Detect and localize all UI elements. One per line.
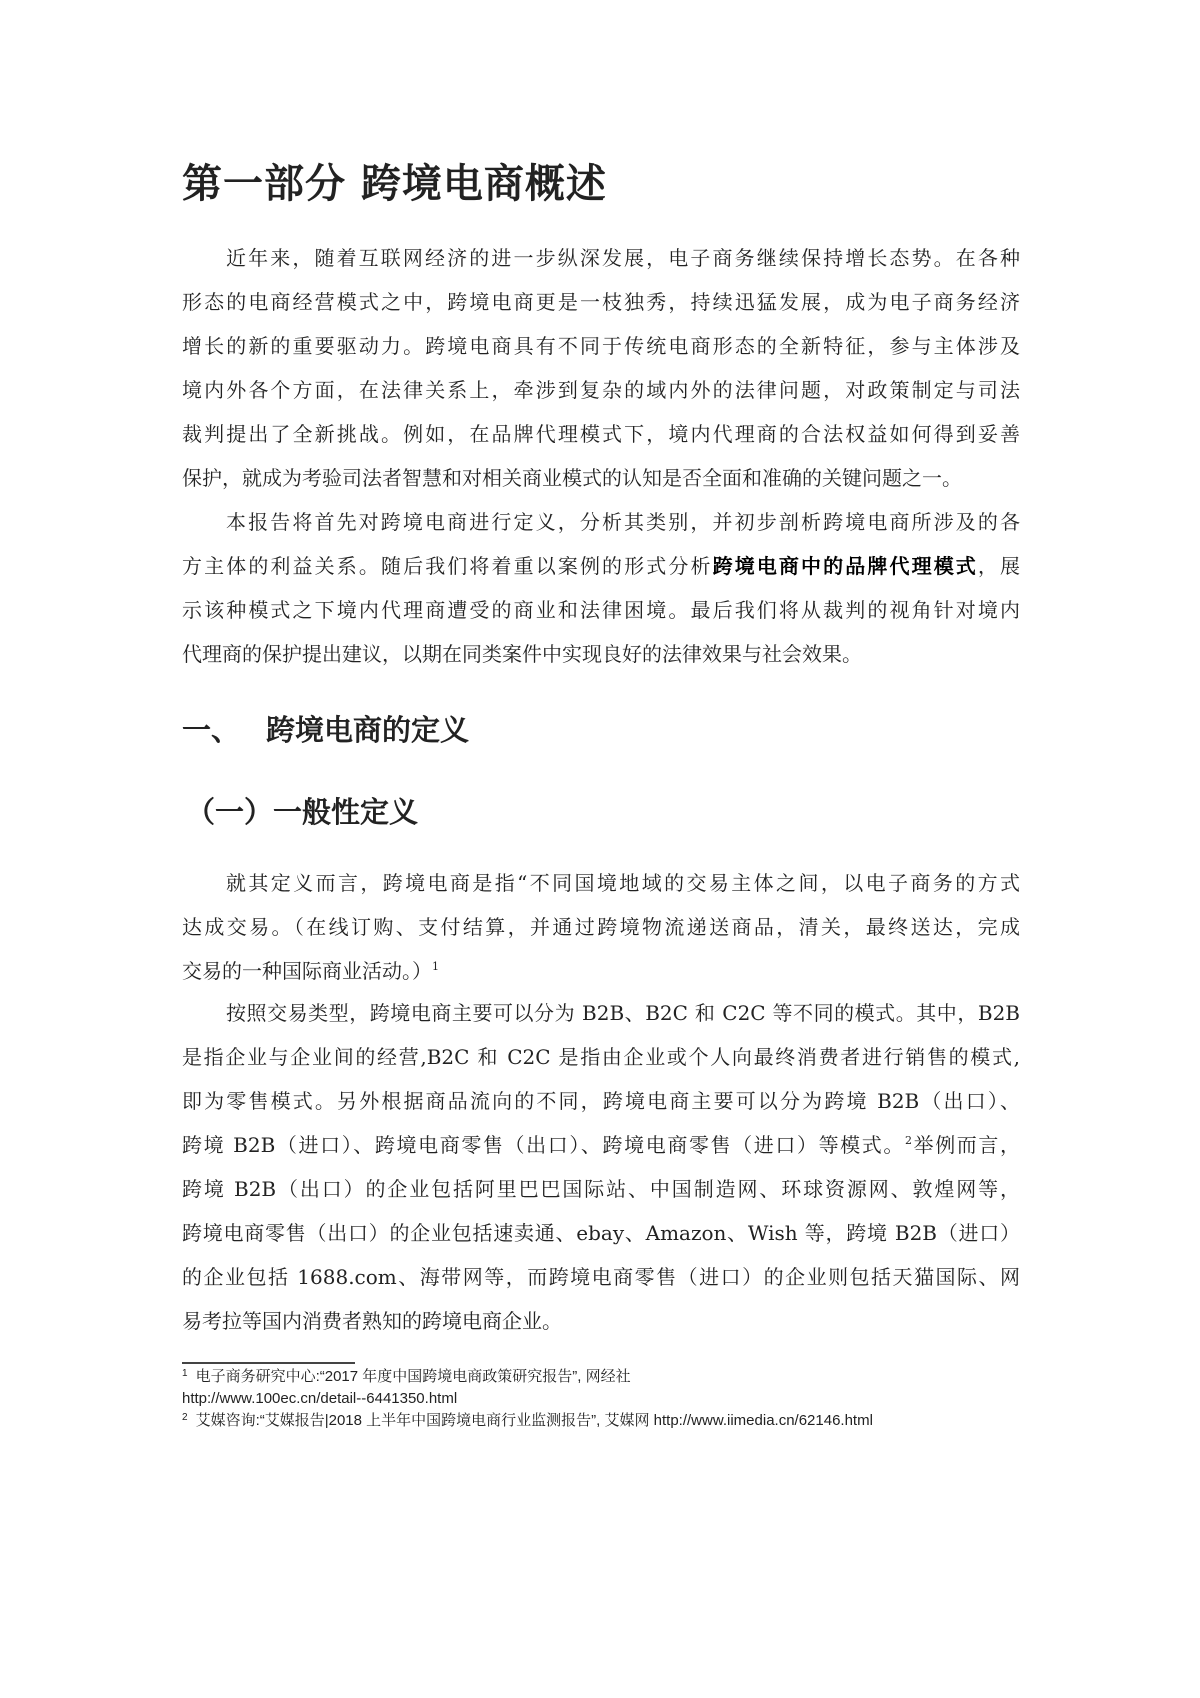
text-segment: 交易的一种国际商业活动。） <box>182 959 432 983</box>
footnote-divider <box>182 1362 355 1364</box>
footnote-text: 电子商务研究中心:“2017 年度中国跨境电商政策研究报告”, 网经社 <box>195 1368 631 1385</box>
footnote-mark: 2 <box>182 1412 188 1423</box>
text-segment: 保护，就成为考验司法者智慧和对相关商业模式的认知是否全面和准确的关键问题之一。 <box>182 466 962 490</box>
text-segment: 增长的新的重要驱动力。跨境电商具有不同于传统电商形态的全新特征，参与主体涉及 <box>182 334 1020 358</box>
section-number: 一、 <box>182 713 241 747</box>
text-segment: 易考拉等国内消费者熟知的跨境电商企业。 <box>182 1309 562 1333</box>
text-segment: 裁判提出了全新挑战。例如，在品牌代理模式下，境内代理商的合法权益如何得到妥善 <box>182 422 1020 446</box>
text-segment: 跨境电商零售（出口）的企业包括速卖通、ebay、Amazon、Wish 等，跨境 B2B（进口） <box>182 1221 1020 1245</box>
paragraph-classification <box>182 991 1020 1343</box>
text-line <box>182 368 1020 412</box>
text-segment: 达成交易。（在线订购、支付结算，并通过跨境物流递送商品，清关，最终送达，完成 <box>182 915 1020 939</box>
text-segment: 形态的电商经营模式之中，跨境电商更是一枝独秀，持续迅猛发展，成为电子商务经济 <box>182 290 1020 314</box>
text-line <box>182 861 1020 905</box>
text-segment: 方主体的利益关系。随后我们将着重以案例的形式分析 <box>182 554 713 578</box>
section-title: 跨境电商的定义 <box>266 713 470 747</box>
subsection-heading: （一）一般性定义 <box>186 795 419 829</box>
text-line <box>182 1079 1020 1123</box>
text-segment: 代理商的保护提出建议，以期在同类案件中实现良好的法律效果与社会效果。 <box>182 642 862 666</box>
text-segment: 即为零售模式。另外根据商品流向的不同，跨境电商主要可以分为跨境 B2B（出口）、 <box>182 1089 1020 1113</box>
footnote-reference[interactable]: 1 <box>432 960 439 973</box>
text-line <box>182 544 1020 588</box>
text-line <box>182 324 1020 368</box>
paragraph-report-outline <box>182 500 1020 676</box>
paragraph-intro <box>182 236 1020 500</box>
page-title: 第一部分 跨境电商概述 <box>182 161 607 207</box>
text-segment: 按照交易类型，跨境电商主要可以分为 B2B、B2C 和 C2C 等不同的模式。其中，B2B <box>226 1001 1020 1025</box>
text-segment: 跨境 B2B（进口）、跨境电商零售（出口）、跨境电商零售（进口）等模式。 <box>182 1133 905 1157</box>
text-line <box>182 1211 1020 1255</box>
footnote-2 <box>182 1410 1042 1432</box>
text-segment: 示该种模式之下境内代理商遭受的商业和法律困境。最后我们将从裁判的视角针对境内 <box>182 598 1020 622</box>
text-line <box>182 280 1020 324</box>
text-segment: 跨境 B2B（出口）的企业包括阿里巴巴国际站、中国制造网、环球资源网、敦煌网等， <box>182 1177 1020 1201</box>
text-line <box>182 905 1020 949</box>
text-segment: ，展 <box>977 554 1021 578</box>
text-line <box>182 1255 1020 1299</box>
text-segment: 是指企业与企业间的经营,B2C 和 C2C 是指由企业或个人向最终消费者进行销售的模式, <box>182 1045 1020 1069</box>
text-line <box>182 500 1020 544</box>
footnote-mark: 1 <box>182 1368 188 1379</box>
text-line <box>182 236 1020 280</box>
text-line <box>182 412 1020 456</box>
text-segment: 举例而言， <box>911 1133 1020 1157</box>
text-segment: 的企业包括 1688.com、海带网等，而跨境电商零售（进口）的企业则包括天猫国际、网 <box>182 1265 1020 1289</box>
text-segment: 境内外各个方面，在法律关系上，牵涉到复杂的域内外的法律问题，对政策制定与司法 <box>182 378 1020 402</box>
text-line <box>182 949 1020 993</box>
text-line <box>182 588 1020 632</box>
section-heading <box>182 708 469 749</box>
text-segment: 本报告将首先对跨境电商进行定义，分析其类别，并初步剖析跨境电商所涉及的各 <box>226 510 1020 534</box>
emphasized-text: 跨境电商中的品牌代理模式 <box>712 554 978 578</box>
footnote-1 <box>182 1366 1042 1388</box>
text-segment: 近年来，随着互联网经济的进一步纵深发展，电子商务继续保持增长态势。在各种 <box>226 246 1020 270</box>
footnote-reference[interactable]: 2 <box>904 1134 912 1147</box>
footnote-text: 艾媒咨询:“艾媒报告|2018 上半年中国跨境电商行业监测报告”, 艾媒网 http://www.iimedia.cn/62146.html <box>195 1412 873 1429</box>
text-line <box>182 632 1020 676</box>
text-line <box>182 1167 1020 1211</box>
text-line <box>182 1123 1020 1167</box>
paragraph-definition <box>182 861 1020 993</box>
text-line <box>182 1299 1020 1343</box>
text-line <box>182 1035 1020 1079</box>
text-line <box>182 991 1020 1035</box>
text-segment: 就其定义而言，跨境电商是指“不同国境地域的交易主体之间，以电子商务的方式 <box>226 871 1020 895</box>
text-line <box>182 456 1020 500</box>
footnote-1-url[interactable]: http://www.100ec.cn/detail--6441350.html <box>182 1390 458 1407</box>
